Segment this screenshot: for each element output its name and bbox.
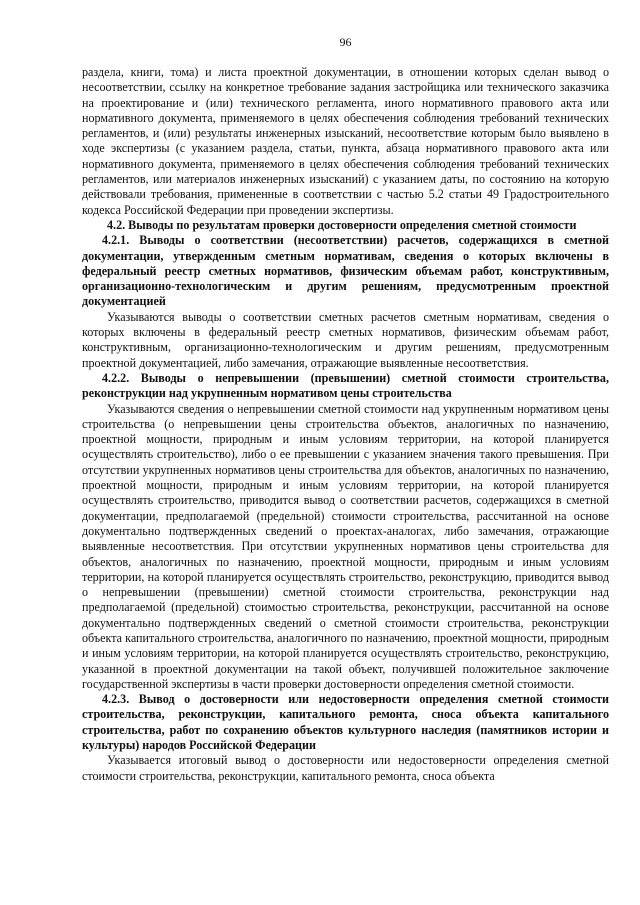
paragraph-4-2-1: Указываются выводы о соответствии сметных расчетов сметным нормативам, сведения о которых включены в федеральный реестр сметных нормативов, физическим объемам работ, конструктивным, организационно-технологическим и другим решениям, предусмотренным проектной документацией, либо замечания, отражающие выявленные несоответствия. — [82, 309, 609, 370]
heading-4-2-2: 4.2.2. Выводы о непревышении (превышении) сметной стоимости строительства, реконструкции над укрупненным нормативом цены строительства — [82, 370, 609, 401]
heading-4-2: 4.2. Выводы по результатам проверки достоверности определения сметной стоимости — [107, 217, 577, 232]
page-number: 96 — [339, 35, 352, 49]
continuation-paragraph: раздела, книги, тома) и листа проектной документации, в отношении которых сделан вывод о несоответствии, ссылку на конкретное требование задания застройщика или технического заказчика на проектирование и (или) технического регламента, иного нормативного правового акта или нормативного документа, применяемого в целях обеспечения соблюдения требований технических регламентов, и (или) результаты инженерных изысканий, несоответствие которым было выявлено в ходе экспертизы (с указанием раздела, статьи, пункта, абзаца нормативного правового акта или нормативного документа, применяемого в целях обеспечения соблюдения требований технических регламентов, или материалов инженерных изысканий) с указанием даты, по состоянию на которую действовали требования, примененные в соответствии с частью 5.2 статьи 49 Градостроительного кодекса Российской Федерации при проведении экспертизы. — [82, 65, 609, 217]
document-page — [82, 35, 609, 784]
heading-4-2-3: 4.2.3. Вывод о достоверности или недостоверности определения сметной стоимости строительства, реконструкции, капитального ремонта, сноса объекта капитального строительства, работ по сохранению объектов культурного наследия (памятников истории и культуры) народов Российской Федерации — [82, 692, 609, 753]
paragraph-4-2-2: Указываются сведения о непревышении сметной стоимости над укрупненным нормативом цены строительства (о непревышении цены строительства объектов, аналогичных по назначению, проектной мощности, природным и иным условиям территории, на которой планируется осуществлять строительство), либо о ее превышении с указанием значения такого превышения. При отсутствии укрупненных нормативов цены строительства для объектов, аналогичных по назначению, проектной мощности, природным и иным условиям территории, на которой планируется осуществлять строительство, приводится вывод о соответствии расчетов, содержащихся в сметной документации, предполагаемой (предельной) стоимости строительства, рассчитанной на основе документально подтвержденных сведений о проектах-аналогах, либо замечания, отражающие выявленные несоответствия. При отсутствии укрупненных нормативов цены строительства для объектов, аналогичных по назначению, проектной мощности, природным и иным условиям территории, на которой планируется осуществлять строительство, реконструкцию, приводится вывод о непревышении (превышении) сметной стоимости строительства, реконструкции над предполагаемой (предельной) стоимостью строительства, реконструкции, рассчитанной на основе документально подтвержденных сведений о сметной стоимости строительства, реконструкции объекта капитального строительства, аналогичного по назначению, проектной мощности, природным и иным условиям территории, на которой планируется осуществлять строительство, реконструкцию, указанной в проектной документации на такой объект, получившей положительное заключение государственной экспертизы в части проверки достоверности определения сметной стоимости. — [82, 401, 609, 691]
paragraph-4-2-3: Указывается итоговый вывод о достоверности или недостоверности определения сметной стоимости строительства, реконструкции, капитального ремонта, сноса объекта — [82, 753, 609, 783]
heading-4-2-1: 4.2.1. Выводы о соответствии (несоответствии) расчетов, содержащихся в сметной документации, утвержденным сметным нормативам, сведения о которых включены в федеральный реестр сметных нормативов, физическим объемам работ, конструктивным, организационно-технологическим и другим решениям, предусмотренным проектной документацией — [82, 233, 609, 309]
document-body — [82, 65, 609, 784]
